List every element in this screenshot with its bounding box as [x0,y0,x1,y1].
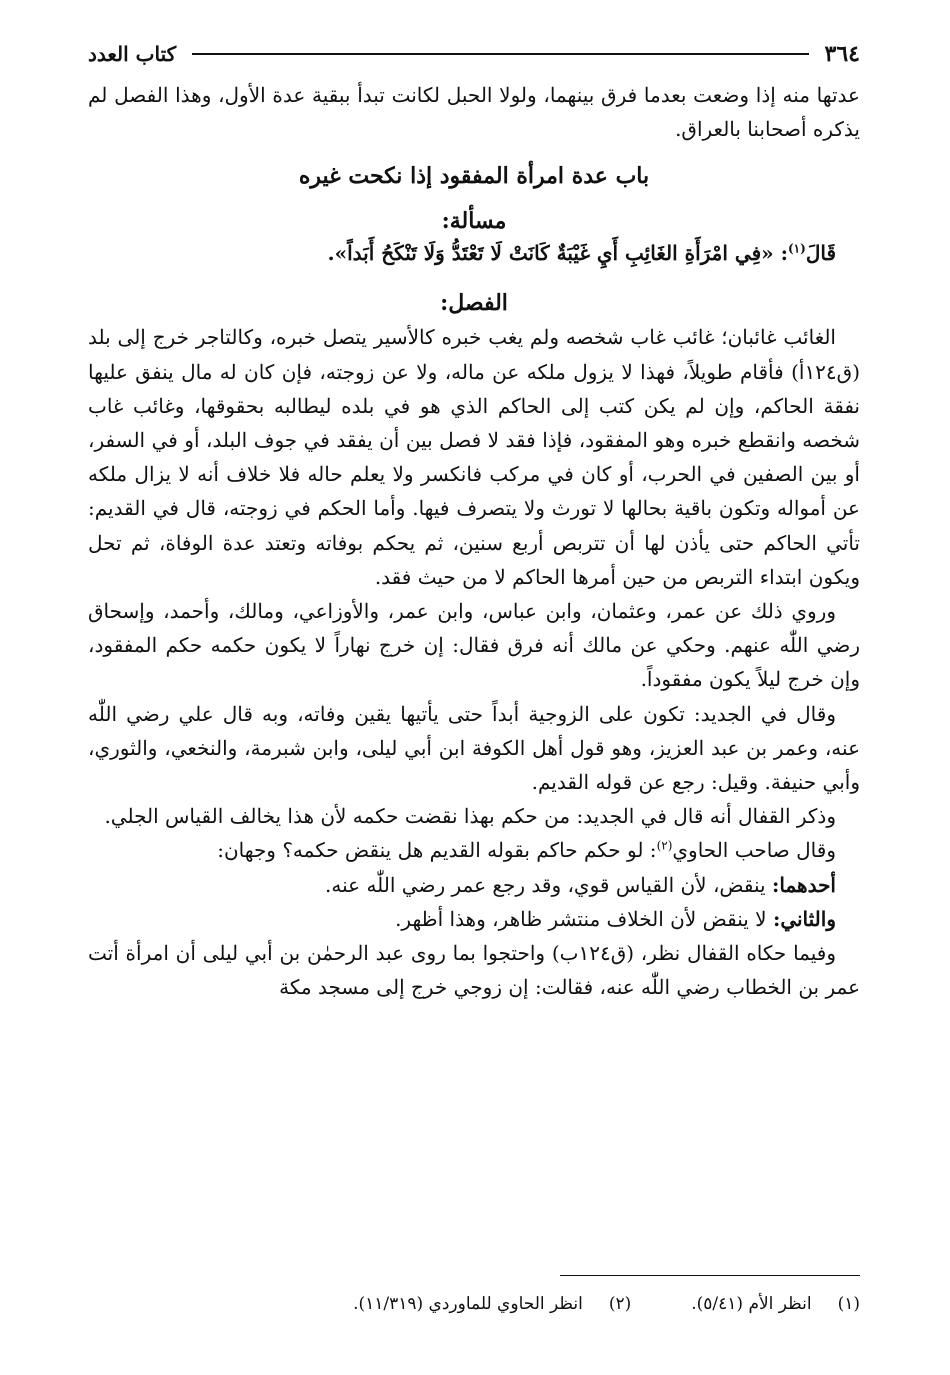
footnote-2 [353,1294,631,1314]
quote-text: : «فِي امْرَأَةِ الغَائِبِ أَيِ غَيْبَةٌ كَانَتْ لَا تَعْتَدُّ وَلَا تَنْكَحُ أَبَداً». [327,241,788,266]
footnote-1-text: انظر الأم (٥/٤١). [691,1294,812,1314]
paragraph-1: الغائب غائبان؛ غائب غاب شخصه ولم يغب خبره كالأسير يتصل خبره، وكالتاجر خرج إلى بلد (ق١٢٤أ) فأقام طويلاً، فهذا لا يزول ملكه عن ماله، ولا عن زوجته، فإن كان له مال ينفق عليها نفقة الحاكم، وإن لم يكن كتب إلى الحاكم الذي هو في بلده ليطالبه بحقوقها، وغائب غاب شخصه وانقطع خبره وهو المفقود، فإذا فقد لا فصل بين أن يفقد في جوف البلد، أو في السفر، أو بين الصفين في الحرب، أو كان في مركب فانكسر ولا يعلم حاله فلا خلاف أنه لا يزال ملكه عن أمواله وتكون باقية بحالها لا تورث ولا يتصرف فيها. وأما الحكم في زوجته، قال في القديم: تأتي الحاكم حتى يأذن لها أن تتربص أربع سنين، ثم يحكم بوفاته وتعتد عدة الوفاة، ثم تحل ويكون ابتداء التربص من حين أمرها الحاكم لا من حيث فقد. [88,325,861,589]
first-view [88,868,860,902]
paragraph-5-rest: : لو حكم حاكم بقوله القديم هل ينقض حكمه؟ وجهان: [217,838,657,863]
fasl-heading: الفصل: [440,290,508,317]
masala-heading: مسألة: [441,208,507,235]
page-number: ٣٦٤ [824,41,860,67]
paragraph-5 [88,833,860,867]
chapter-title: باب عدة امرأة المفقود إذا نكحت غيره [298,163,650,190]
first-view-label: أحدهما: [771,872,836,897]
header-rule [192,53,808,55]
book-title: كتاب العدد [88,42,177,66]
first-view-text: ينقض، لأن القياس قوي، وقد رجع عمر رضي اللّٰه عنه. [325,872,772,897]
footnote-rule [560,1275,860,1276]
footnote-marker-1: (١) [787,241,806,256]
quoted-text [88,236,860,270]
footnote-1 [691,1294,860,1314]
paragraph-2: وروي ذلك عن عمر، وعثمان، وابن عباس، وابن عمر، والأوزاعي، ومالك، وأحمد، وإسحاق رضي اللّٰه عنهم. وحكي عن مالك أنه فرق فقال: إن خرج نهاراً لا يكون حكمه حكم المفقود، وإن خرج ليلاً يكون مفقوداً. [88,599,860,692]
second-view-label: والثاني: [772,906,836,931]
footnote-row [88,1294,860,1314]
footnote-1-number: (١) [837,1294,860,1314]
main-text [88,78,860,1004]
intro-paragraph: عدتها منه إذا وضعت بعدما فرق بينهما، ولولا الحبل لكانت تبدأ ببقية عدة الأول، وهذا الفصل لم يذكره أصحابنا بالعراق. [88,83,860,142]
book-page [88,38,860,1335]
footnote-2-text: انظر الحاوي للماوردي (١١/٣١٩). [353,1294,583,1314]
paragraph-4: وذكر القفال أنه قال في الجديد: من حكم بهذا نقضت حكمه لأن هذا يخالف القياس الجلي. [104,804,836,829]
running-header [88,38,860,70]
footnote-marker-2: (٢) [656,838,673,853]
footnote-2-number: (٢) [608,1294,632,1314]
second-view-text: لا ينقض لأن الخلاف منتشر ظاهر، وهذا أظهر. [395,906,773,931]
paragraph-3: وقال في الجديد: تكون على الزوجية أبداً حتى يأتيها يقين وفاته، وبه قال علي رضي اللّٰه عنه، وعمر بن عبد العزيز، وهو قول أهل الكوفة ابن أبي ليلى، وابن شبرمة، والنخعي، والثوري، وأبي حنيفة. وقيل: رجع عن قوله القديم. [88,701,860,795]
paragraph-5-prefix: وقال صاحب الحاوي [672,838,836,863]
second-view [88,902,860,936]
quote-prefix: قَالَ [805,241,836,266]
footnotes [88,1275,860,1335]
paragraph-6: وفيما حكاه القفال نظر، (ق١٢٤ب) واحتجوا بما روى عبد الرحمٰن بن أبي ليلى أن امرأة أتت عمر بن الخطاب رضي اللّٰه عنه، فقالت: إن زوجي خرج إلى مسجد مكة [88,941,860,1000]
